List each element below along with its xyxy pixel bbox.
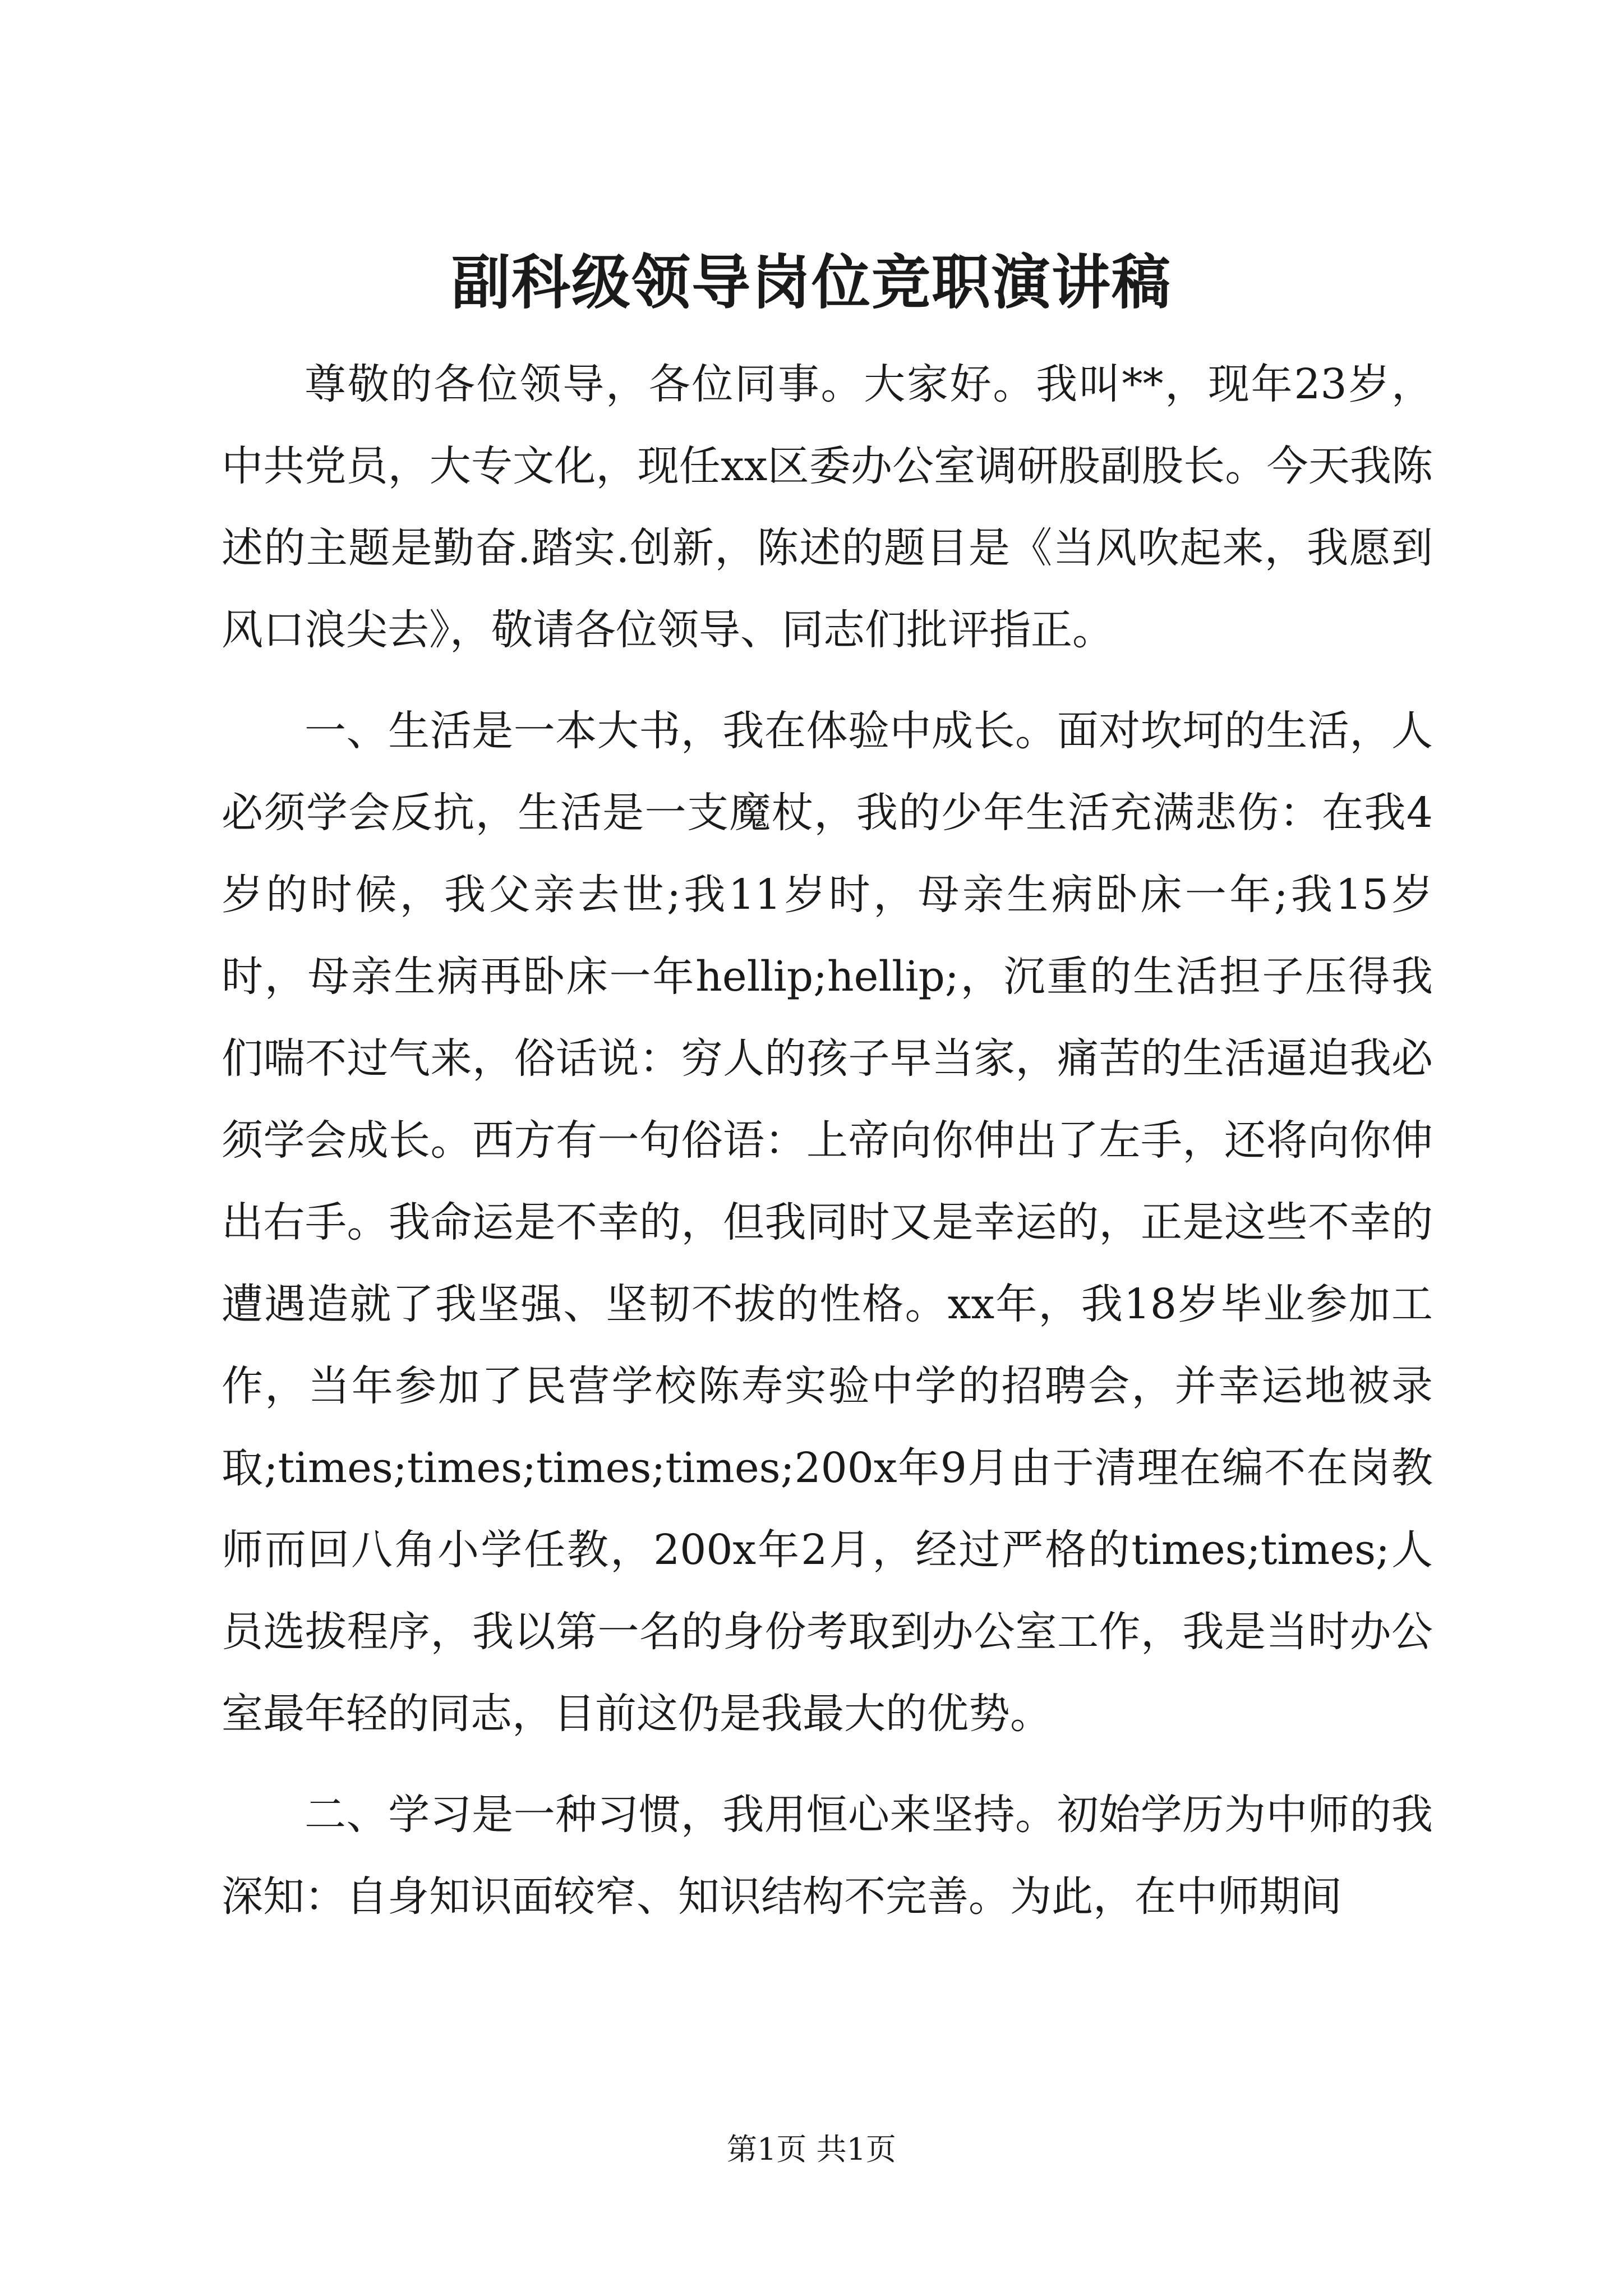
document-title: 副科级领导岗位竞职演讲稿	[451, 247, 1172, 317]
page-footer: 第1页 共1页	[727, 2132, 896, 2167]
paragraph-section-two: 二、学习是一种习惯，我用恒心来坚持。初始学历为中师的我深知：自身知识面较窄、知识结构不完善。为此，在中师期间	[222, 1791, 1433, 1921]
document-body	[222, 343, 1433, 1938]
paragraph-section-one: 一、生活是一本大书，我在体验中成长。面对坎坷的生活，人必须学会反抗，生活是一支魔杖，我的少年生活充满悲伤：在我4岁的时候，我父亲去世;我11岁时，母亲生病卧床一年;我15岁时，母亲生病再卧床一年hellip;hellip;，沉重的生活担子压得我们喘不过气来，俗话说：穷人的孩子早当家，痛苦的生活逼迫我必须学会成长。西方有一句俗语：上帝向你伸出了左手，还将向你伸出右手。我命运是不幸的，但我同时又是幸运的，正是这些不幸的遭遇造就了我坚强、坚韧不拔的性格。xx年，我18岁毕业参加工作，当年参加了民营学校陈寿实验中学的招聘会，并幸运地被录取;times;times;times;times;200x年9月由于清理在编不在岗教师而回八角小学任教，200x年2月，经过严格的times;times;人员选拔程序，我以第一名的身份考取到办公室工作，我是当时办公室最年轻的同志，目前这仍是我最大的优势。	[222, 707, 1433, 1738]
paragraph-greeting: 尊敬的各位领导，各位同事。大家好。我叫**，现年23岁，中共党员，大专文化，现任xx区委办公室调研股副股长。今天我陈述的主题是勤奋.踏实.创新，陈述的题目是《当风吹起来，我愿到风口浪尖去》，敬请各位领导、同志们批评指正。	[222, 360, 1433, 654]
